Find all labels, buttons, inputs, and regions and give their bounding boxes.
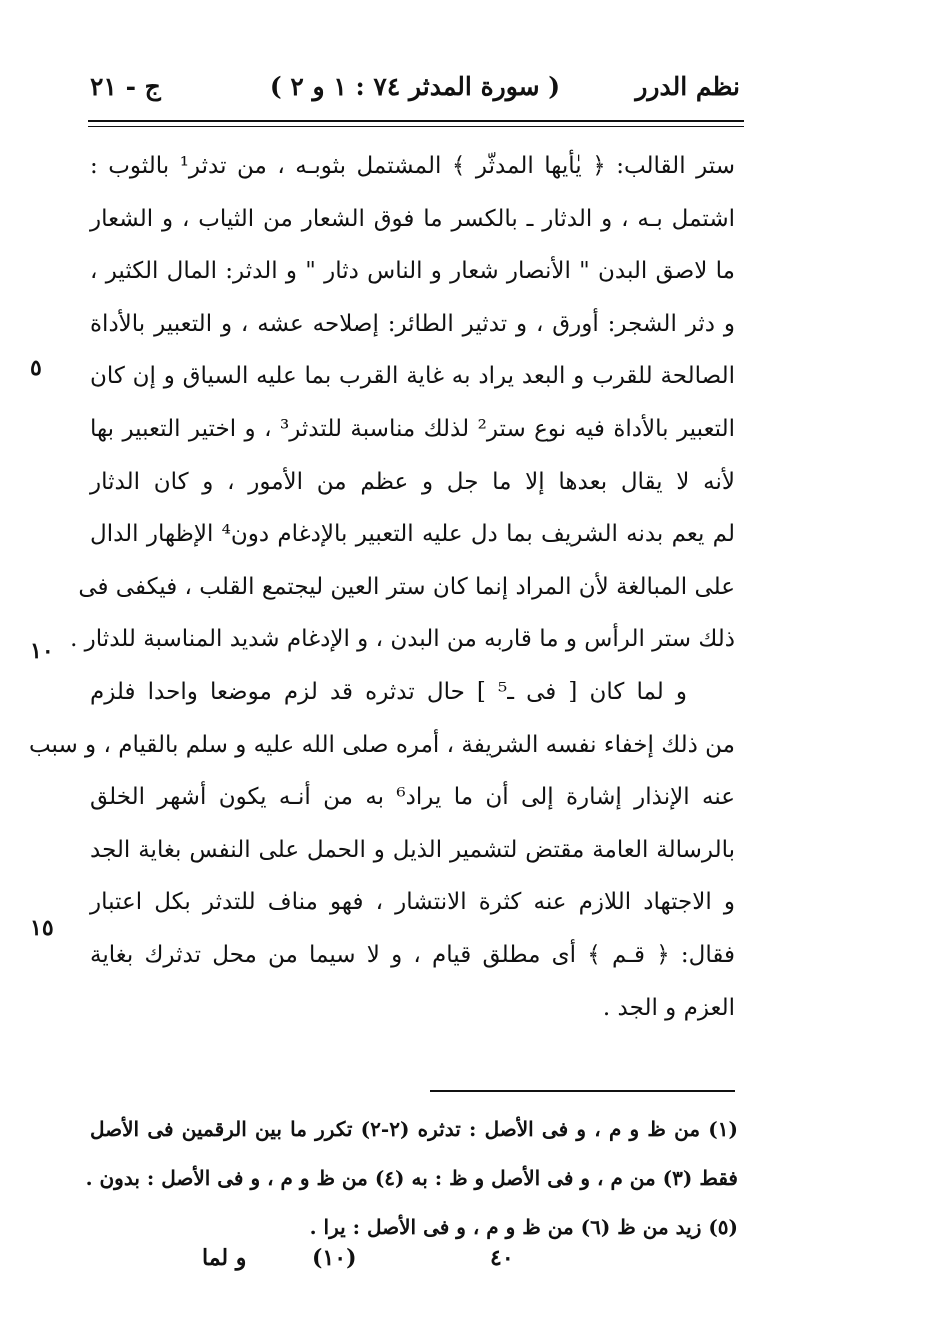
page-footer <box>90 1245 738 1285</box>
text-line: الصالحة للقرب و البعد يراد به غاية القرب بما عليه السياق و إن كان <box>90 363 735 390</box>
text-line: التعبير بالأداة فيه نوع ستر² لذلك مناسبة للتدثر³ ، و اختير التعبير بها <box>90 415 735 442</box>
text-line: من ذلك إخفاء نفسه الشريفة ، أمره صلى الله عليه و سلم بالقيام ، و سبب <box>28 731 735 758</box>
footnote-line: (١) من ظ و م ، و فى الأصل : تدثره (٢-٢) تكرر ما بين الرقمين فى الأصل <box>90 1117 738 1141</box>
text-line: اشتمل بـه ، و الدثار ـ بالكسر ما فوق الشعار من الثياب ، و الشعار <box>90 205 735 232</box>
text-line: ستر القالب: ﴿ يٰأيها المدثّر ﴾ المشتمل بثوبـه ، من تدثر¹ بالثوب : <box>90 153 735 179</box>
text-line: عنه الإنذار إشارة إلى أن ما يراد⁶ به من أنـه يكون أشهر الخلق <box>90 784 735 811</box>
footnote-line: فقط (٣) من م ، و فى الأصل و ظ : به (٤) من ظ و م ، و فى الأصل : بدون . <box>85 1166 738 1190</box>
footnote-rule <box>430 1090 735 1092</box>
surah-reference: ( سورة المدثر ٧٤ : ١ و ٢ ) <box>269 72 561 101</box>
line-number-15: ١٥ <box>30 915 54 941</box>
text-line: على المبالغة لأن المراد إنما كان ستر العين ليجتمع القلب ، فيكفى فى <box>78 573 735 600</box>
text-line: ذلك ستر الرأس و ما قاربه من البدن ، و الإدغام شديد المناسبة للدثار . <box>70 626 735 653</box>
text-line: بالرسالة العامة مقتض لتشمير الذيل و الحمل على النفس بغاية الجد <box>90 836 735 863</box>
header-rule-thin <box>88 126 744 127</box>
volume-number: ج - ٢١ <box>90 72 161 101</box>
text-line: و دثر الشجر: أورق ، و تدثير الطائر: إصلاحه عشه ، و التعبير بالأداة <box>90 310 735 337</box>
text-line: ما لاصق البدن " الأنصار شعار و الناس دثار " و الدثر: المال الكثير ، <box>90 258 735 285</box>
page-header <box>90 72 740 112</box>
line-number-10: ١٠ <box>30 638 54 664</box>
text-line: العزم و الجد . <box>602 994 735 1021</box>
footnotes <box>85 1105 738 1252</box>
header-rule-thick <box>88 120 744 122</box>
line-number-5: ٥ <box>30 355 42 381</box>
page-number: ٤٠ <box>490 1245 514 1271</box>
catchword: و لما <box>202 1245 247 1271</box>
book-title: نظم الدرر <box>635 72 740 101</box>
text-line: و لما كان [ فى ـ⁵ ] حال تدثره قد لزم موضعا واحدا فلزم <box>90 678 687 705</box>
text-line: و الاجتهاد اللازم عنه كثرة الانتشار ، فهو مناف للتدثر بكل اعتبار <box>90 889 735 916</box>
footnote-line: (٥) زيد من ظ (٦) من ظ و م ، و فى الأصل : يرا . <box>309 1215 738 1239</box>
text-line: لم يعم بدنه الشريف بما دل عليه التعبير بالإدغام دون⁴ الإظهار الدال <box>90 521 735 548</box>
text-line: لأنه لا يقال بعدها إلا ما جل و عظم من الأمور ، و كان الدثار <box>90 468 735 495</box>
part-number: (١٠) <box>312 1245 357 1271</box>
text-line: فقال: ﴿ قـم ﴾ أى مطلق قيام ، و لا سيما من محل تدثرك بغاية <box>90 941 735 968</box>
